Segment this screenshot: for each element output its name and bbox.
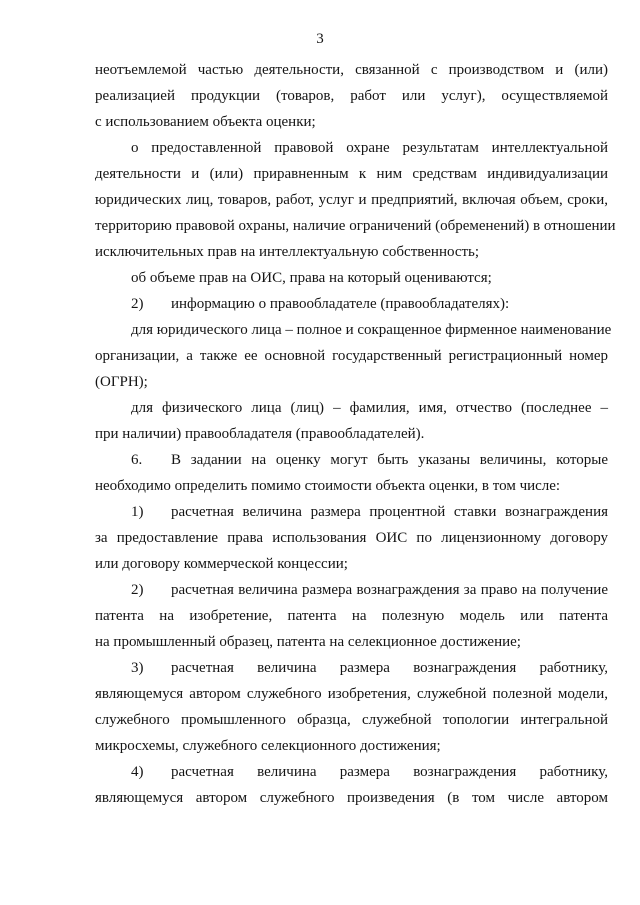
text-line xyxy=(95,239,608,265)
line-text: исключительных прав на интеллектуальную собственность; xyxy=(95,244,480,260)
line-text: В задании на оценку могут быть указаны величины, которые xyxy=(171,452,608,468)
text-line xyxy=(95,343,608,369)
text-line xyxy=(95,421,608,447)
line-text: о предоставленной правовой охране результатам интеллектуальной xyxy=(131,140,608,156)
list-number: 4) xyxy=(131,764,144,780)
text-line xyxy=(95,785,608,811)
line-text: расчетная величина размера вознаграждения работнику, xyxy=(171,660,608,676)
text-line xyxy=(95,525,608,551)
line-text: микросхемы, служебного селекционного достижения; xyxy=(95,738,441,754)
text-line xyxy=(95,57,608,83)
line-text: при наличии) правообладателя (правообладателей). xyxy=(95,426,425,442)
list-number: 2) xyxy=(131,582,144,598)
line-text: для юридического лица – полное и сокращенное фирменное наименование xyxy=(131,322,612,338)
text-line xyxy=(95,265,608,291)
list-number: 2) xyxy=(131,296,144,312)
text-line xyxy=(95,655,608,681)
text-line xyxy=(95,187,608,213)
line-text: организации, а также ее основной государственный регистрационный номер xyxy=(95,348,608,364)
text-line xyxy=(95,733,608,759)
text-line xyxy=(95,317,612,343)
text-line xyxy=(95,629,608,655)
text-line xyxy=(95,369,608,395)
line-text: расчетная величина размера вознаграждения работнику, xyxy=(171,764,608,780)
list-number: 6. xyxy=(131,452,143,468)
line-text: деятельности и (или) приравненным к ним средствам индивидуализации xyxy=(95,166,608,182)
text-line xyxy=(95,759,608,785)
text-line xyxy=(95,83,608,109)
line-text: юридических лиц, товаров, работ, услуг и предприятий, включая объем, сроки, xyxy=(95,192,608,208)
line-text: расчетная величина размера процентной ставки вознаграждения xyxy=(171,504,608,520)
line-text: об объеме прав на ОИС, права на который оцениваются; xyxy=(131,270,492,286)
text-line xyxy=(95,161,608,187)
line-text: неотъемлемой частью деятельности, связанной с производством и (или) xyxy=(95,62,608,78)
text-line xyxy=(95,681,608,707)
line-text: являющемуся автором служебного изобретения, служебной полезной модели, xyxy=(95,686,608,702)
text-line xyxy=(95,395,608,421)
text-line xyxy=(95,577,608,603)
text-line xyxy=(95,499,608,525)
line-text: или договору коммерческой концессии; xyxy=(95,556,348,572)
line-text: с использованием объекта оценки; xyxy=(95,114,316,130)
text-line xyxy=(95,135,608,161)
text-line xyxy=(95,109,608,135)
line-text: за предоставление права использования ОИС по лицензионному договору xyxy=(95,530,608,546)
line-text: реализацией продукции (товаров, работ или услуг), осуществляемой xyxy=(95,88,608,104)
body-text xyxy=(95,57,616,811)
text-line xyxy=(95,447,608,473)
list-number: 3) xyxy=(131,660,144,676)
line-text: патента на изобретение, патента на полезную модель или патента xyxy=(95,608,608,624)
text-line xyxy=(95,707,608,733)
text-line xyxy=(95,213,616,239)
text-line xyxy=(95,551,608,577)
line-text: информацию о правообладателе (правообладателях): xyxy=(171,296,510,312)
line-text: необходимо определить помимо стоимости объекта оценки, в том числе: xyxy=(95,478,561,494)
text-line xyxy=(95,291,608,317)
line-text: расчетная величина размера вознаграждения за право на получение xyxy=(171,582,608,598)
text-line xyxy=(95,473,608,499)
list-number: 1) xyxy=(131,504,144,520)
page-number: 3 xyxy=(316,31,324,47)
line-text: являющемуся автором служебного произведения (в том числе автором xyxy=(95,790,608,806)
line-text: служебного промышленного образца, служебной топологии интегральной xyxy=(95,712,608,728)
line-text: территорию правовой охраны, наличие ограничений (обременений) в отношении xyxy=(95,218,616,234)
text-line xyxy=(95,603,608,629)
line-text: для физического лица (лиц) – фамилия, имя, отчество (последнее – xyxy=(131,400,608,416)
line-text: (ОГРН); xyxy=(95,374,148,390)
line-text: на промышленный образец, патента на селекционное достижение; xyxy=(95,634,521,650)
